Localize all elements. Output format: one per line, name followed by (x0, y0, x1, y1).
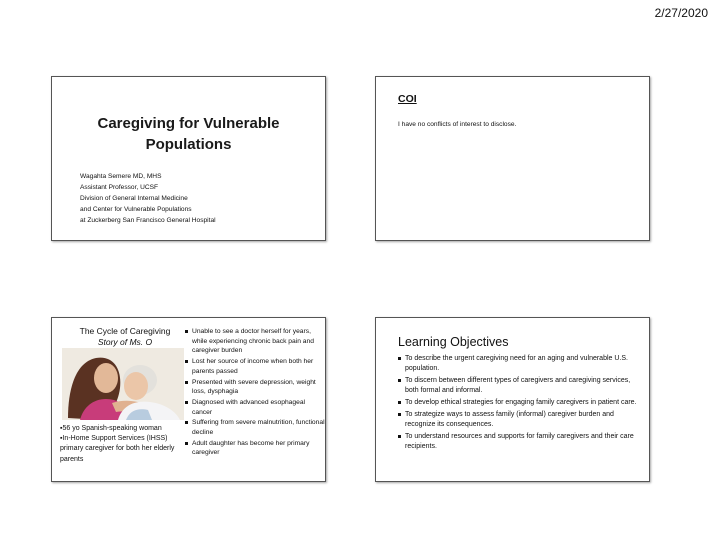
slide-cycle-of-caregiving (51, 317, 326, 482)
story-bullet-text: Adult daughter has become her primary caregiver (192, 439, 310, 457)
objective-item (398, 376, 638, 396)
objective-item (398, 354, 638, 374)
bullet-square-icon (185, 381, 188, 384)
cycle-subtitle: Story of Ms. O (97, 336, 153, 347)
bullet-square-icon (398, 401, 401, 404)
bullet-square-icon (185, 421, 188, 424)
story-bullet (185, 357, 325, 376)
bullet-square-icon (185, 442, 188, 445)
bullet-square-icon (185, 360, 188, 363)
objective-item (398, 410, 638, 430)
story-bullet (185, 398, 325, 417)
author-block (80, 172, 216, 227)
objective-item (398, 398, 638, 408)
author-line: and Center for Vulnerable Populations (80, 205, 192, 213)
author-line: Wagahta Semere MD, MHS (80, 173, 162, 180)
patient-fact: ▪56 yo Spanish-speaking woman (60, 425, 162, 432)
slide-coi (375, 76, 650, 241)
caregiver-photo (62, 348, 184, 420)
coi-heading: COI (398, 93, 417, 105)
patient-facts (60, 424, 190, 465)
objective-text: To describe the urgent caregiving need for an aging and vulnerable U.S. population. (405, 355, 628, 372)
story-bullet-text: Unable to see a doctor herself for years, while experiencing chronic back pain and caregiver burden (192, 328, 314, 355)
author-line: Assistant Professor, UCSF (80, 183, 159, 191)
story-bullet (185, 439, 325, 458)
coi-text: I have no conflicts of interest to disclose. (398, 121, 517, 128)
author-line: at Zuckerberg San Francisco General Hospital (80, 216, 216, 224)
bullet-square-icon (398, 357, 401, 360)
cycle-heading (60, 326, 190, 347)
story-bullet (185, 327, 325, 356)
slide-title-heading: Caregiving for Vulnerable Populations (97, 115, 280, 153)
story-bullet-text: Diagnosed with advanced esophageal cancer (192, 398, 306, 416)
author-line: Division of General Internal Medicine (80, 194, 188, 202)
objective-text: To strategize ways to assess family (informal) caregiver burden and recognize its consequences. (405, 411, 614, 428)
bullet-square-icon (398, 413, 401, 416)
story-bullet-text: Lost her source of income when both her parents passed (192, 358, 314, 375)
objectives-list (398, 354, 638, 454)
cycle-title: The Cycle of Caregiving (79, 326, 171, 336)
story-bullet-text: Suffering from severe malnutrition, functional decline (192, 419, 325, 437)
slide-learning-objectives (375, 317, 650, 482)
bullet-square-icon (398, 379, 401, 382)
bullet-square-icon (185, 401, 188, 404)
story-bullet (185, 378, 325, 397)
objective-text: To discern between different types of caregivers and caregiving services, both formal and informal. (405, 376, 631, 394)
patient-fact: ▪In-Home Support Services (IHSS) primary caregiver for both her elderly parents (60, 435, 175, 463)
objectives-heading: Learning Objectives (398, 335, 509, 349)
objective-text: To understand resources and supports for family caregivers and their care recipients. (405, 433, 634, 450)
bullet-square-icon (398, 435, 401, 438)
bullet-square-icon (185, 330, 188, 333)
slide-title (51, 76, 326, 241)
objective-item (398, 432, 638, 452)
story-bullet-text: Presented with severe depression, weight loss, dysphagia (192, 378, 316, 396)
story-bullets (185, 327, 325, 459)
page-date: 2/27/2020 (654, 6, 708, 20)
objective-text: To develop ethical strategies for engaging family caregivers in patient care. (405, 398, 637, 406)
story-bullet (185, 418, 325, 437)
